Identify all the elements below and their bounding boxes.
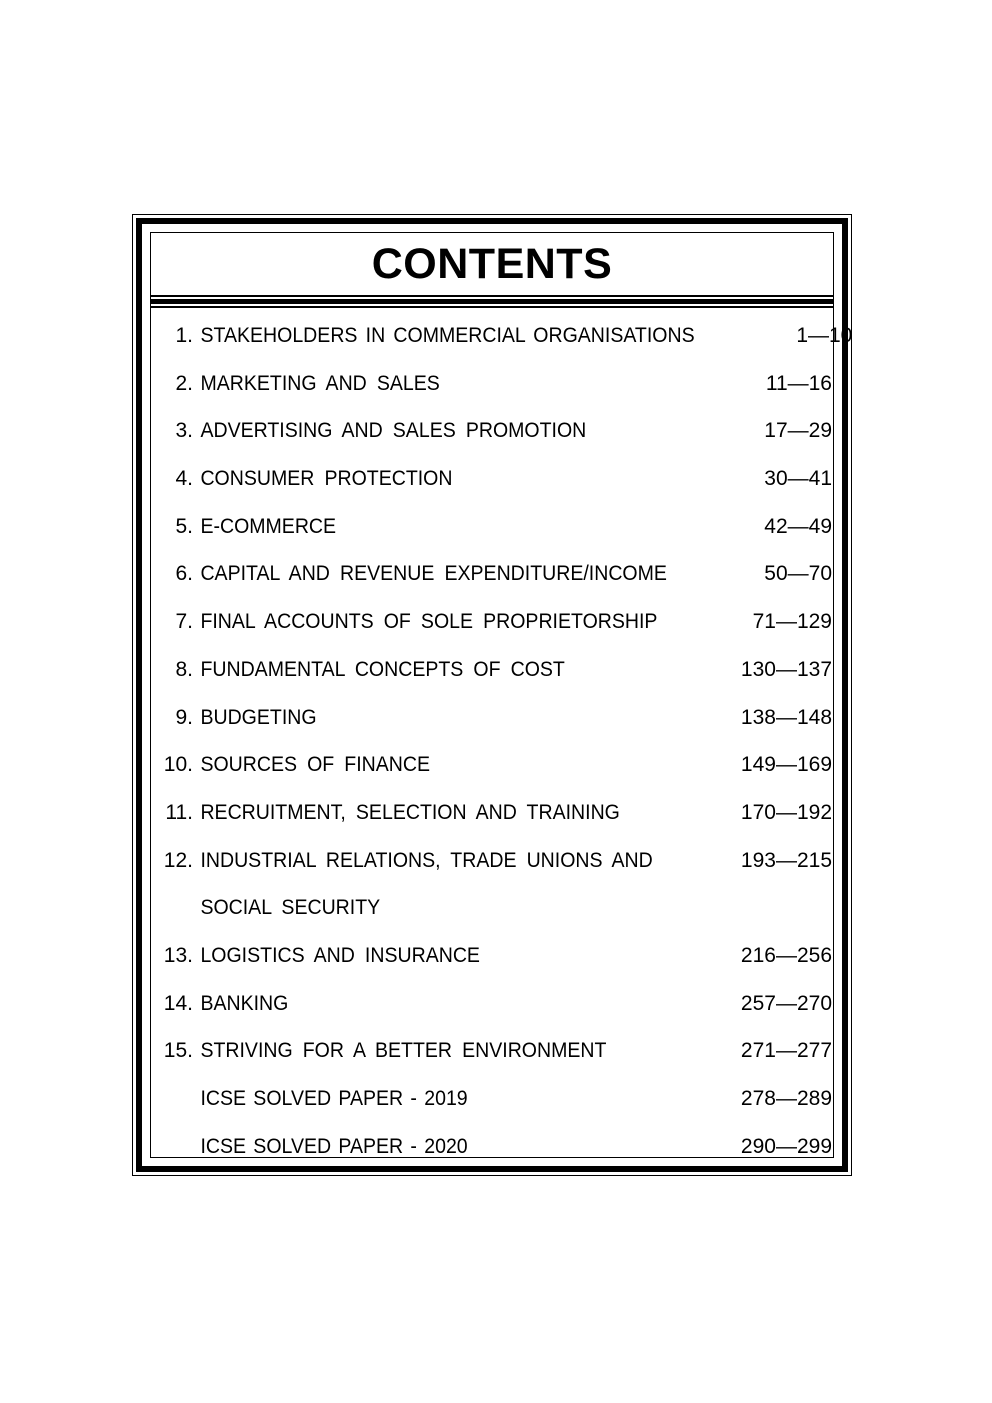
toc-entry-number: 15. [163, 1039, 193, 1063]
toc-entry-pages: 30—41 [764, 467, 832, 491]
toc-entry-number: 3. [175, 419, 193, 443]
toc-entry-title: MARKETING AND SALES [200, 371, 440, 395]
toc-entry[interactable] [151, 419, 833, 467]
page-title-area [151, 233, 833, 295]
toc-entry-pages: 271—277 [740, 1039, 832, 1063]
toc-entry[interactable] [151, 706, 833, 754]
toc-entry-title: ICSE SOLVED PAPER - 2020 [200, 1134, 468, 1158]
toc-entry-pages: 130—137 [740, 657, 832, 681]
toc-entry-pages: 257—270 [740, 991, 832, 1015]
toc-entry[interactable] [151, 658, 833, 706]
toc-entry-title: LOGISTICS AND INSURANCE [200, 943, 480, 967]
divider-line-top [151, 295, 833, 297]
toc-entry-number: 12. [163, 848, 193, 872]
toc-entry[interactable] [151, 372, 833, 420]
toc-entry-number: 8. [175, 657, 193, 681]
toc-entry-title: BANKING [200, 991, 289, 1015]
table-of-contents-list [151, 324, 853, 1182]
divider-line-main [151, 299, 833, 304]
toc-entry-title: ICSE SOLVED PAPER - 2019 [200, 1087, 468, 1110]
toc-entry[interactable] [151, 324, 853, 372]
toc-entry[interactable] [151, 896, 833, 944]
toc-entry-pages: 216—256 [740, 943, 832, 967]
toc-entry[interactable] [151, 610, 833, 658]
divider-line-bottom [151, 306, 833, 308]
toc-entry-pages: 149—169 [740, 753, 832, 777]
toc-entry-pages: 170—192 [740, 800, 832, 824]
toc-entry-title: STAKEHOLDERS IN COMMERCIAL ORGANISATIONS [200, 324, 695, 347]
toc-entry[interactable] [151, 1039, 833, 1087]
toc-entry-title: FINAL ACCOUNTS OF SOLE PROPRIETORSHIP [200, 610, 658, 634]
toc-entry-pages: 1—10 [796, 324, 853, 347]
toc-entry-number: 13. [163, 943, 193, 967]
toc-entry-pages: 290—299 [740, 1134, 832, 1158]
toc-entry-number: 9. [175, 705, 193, 729]
toc-entry[interactable] [151, 801, 833, 849]
toc-entry-title: E-COMMERCE [200, 514, 337, 538]
toc-entry-title: BUDGETING [200, 705, 317, 729]
toc-entry-title: FUNDAMENTAL CONCEPTS OF COST [200, 657, 565, 681]
toc-entry[interactable] [151, 562, 833, 610]
toc-entry[interactable] [151, 467, 833, 515]
toc-entry-number: 7. [175, 610, 193, 634]
toc-entry[interactable] [151, 515, 833, 563]
toc-entry-pages: 278—289 [740, 1087, 832, 1110]
toc-entry-title: SOURCES OF FINANCE [200, 753, 431, 777]
toc-entry[interactable] [151, 992, 833, 1040]
toc-entry-number: 1. [175, 324, 193, 347]
toc-entry-pages: 50—70 [764, 562, 832, 586]
title-divider [151, 295, 833, 309]
toc-entry-number: 2. [175, 371, 193, 395]
toc-entry-number: 14. [163, 991, 193, 1015]
toc-entry[interactable] [151, 849, 833, 897]
toc-entry-title: RECRUITMENT, SELECTION AND TRAINING [200, 800, 620, 824]
page-title: CONTENTS [371, 239, 613, 288]
toc-entry[interactable] [151, 1135, 833, 1183]
toc-entry-number: 4. [175, 467, 193, 491]
toc-entry-title: CONSUMER PROTECTION [200, 467, 453, 491]
toc-entry-number: 11. [165, 800, 193, 824]
toc-entry-title: SOCIAL SECURITY [200, 896, 381, 920]
toc-entry[interactable] [151, 1087, 833, 1135]
toc-entry[interactable] [151, 753, 833, 801]
toc-entry-pages: 193—215 [740, 848, 832, 872]
toc-entry-pages: 11—16 [765, 371, 832, 395]
toc-entry-number: 5. [175, 514, 193, 538]
toc-entry-pages: 138—148 [740, 705, 832, 729]
toc-entry-pages: 17—29 [764, 419, 832, 443]
toc-entry[interactable] [151, 944, 833, 992]
toc-entry-title: STRIVING FOR A BETTER ENVIRONMENT [200, 1039, 607, 1063]
toc-entry-number: 6. [175, 562, 193, 586]
toc-entry-number: 10. [163, 753, 193, 777]
toc-entry-title: CAPITAL AND REVENUE EXPENDITURE/INCOME [200, 562, 667, 586]
toc-entry-title: INDUSTRIAL RELATIONS, TRADE UNIONS AND [200, 848, 653, 872]
toc-entry-pages: 42—49 [764, 514, 832, 538]
toc-entry-title: ADVERTISING AND SALES PROMOTION [200, 419, 587, 443]
toc-entry-pages: 71—129 [752, 610, 832, 634]
